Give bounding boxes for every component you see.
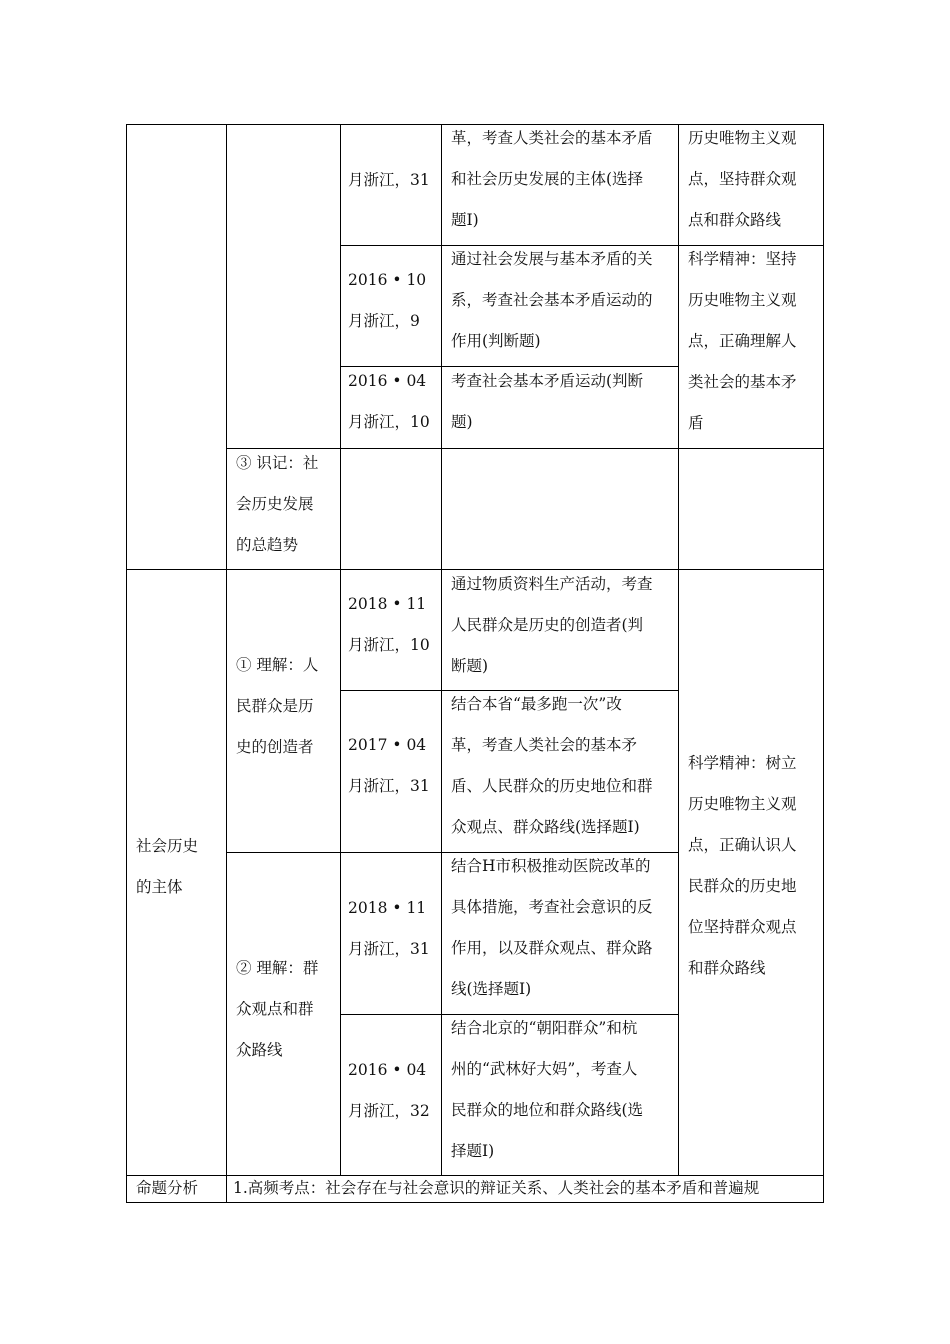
literacy-cell: 历史唯物主义观 点，坚持群众观 点和群众路线 [688,129,797,229]
exam-date-cell: 2016 • 04 月浙江，10 [348,372,430,431]
question-cell: 通过社会发展与基本矛盾的关 系，考查社会基本矛盾运动的 作用(判断题) [451,250,653,350]
exam-date-cell: 2018 • 11 月浙江，31 [348,899,430,958]
analysis-label: 命题分析 [136,1179,199,1197]
question-cell: 考查社会基本矛盾运动(判断 题) [451,372,644,431]
knowledge-point-cell: ③ 识记：社 会历史发展 的总趋势 [236,454,319,554]
col-divider [441,124,442,1176]
question-cell: 革，考查人类社会的基本矛盾 和社会历史发展的主体(选择 题Ⅰ) [451,129,653,229]
question-cell: 结合H市积极推动医院改革的 具体措施，考查社会意识的反 作用，以及群众观点、群众路 线(选择题Ⅰ) [451,857,653,998]
question-cell: 结合北京的“朝阳群众”和杭 州的“武林好大妈”，考查人 民群众的地位和群众路线(选 择题Ⅰ) [451,1019,644,1160]
topic-cell: 社会历史 的主体 [136,837,199,896]
table-border-right [823,124,824,1203]
col-divider [340,124,341,1176]
literacy-cell: 科学精神：树立 历史唯物主义观 点，正确认识人 民群众的历史地 位坚持群众观点 和群众路线 [688,754,797,977]
knowledge-point-cell: ① 理解：人 民群众是历 史的创造者 [236,656,319,756]
knowledge-point-cell: ② 理解：群 众观点和群 众路线 [236,959,319,1059]
exam-date-cell: 2017 • 04 月浙江，31 [348,736,430,795]
exam-date-cell: 2016 • 04 月浙江，32 [348,1061,430,1120]
col-divider [678,124,679,1176]
exam-date-cell: 2018 • 11 月浙江，10 [348,595,430,654]
literacy-cell: 科学精神：坚持 历史唯物主义观 点，正确理解人 类社会的基本矛 盾 [688,250,797,432]
col-divider [226,124,227,1203]
exam-date-cell: 月浙江，31 [348,171,430,189]
analysis-text: 1.高频考点：社会存在与社会意识的辩证关系、人类社会的基本矛盾和普遍规 [233,1179,760,1197]
table-border-left [126,124,127,1203]
question-cell: 通过物质资料生产活动，考查 人民群众是历史的创造者(判 断题) [451,575,653,675]
question-cell: 结合本省“最多跑一次”改 革，考查人类社会的基本矛 盾、人民群众的历史地位和群 众观点、群众路线(选择题Ⅰ) [451,695,653,836]
exam-date-cell: 2016 • 10 月浙江，9 [348,271,427,330]
